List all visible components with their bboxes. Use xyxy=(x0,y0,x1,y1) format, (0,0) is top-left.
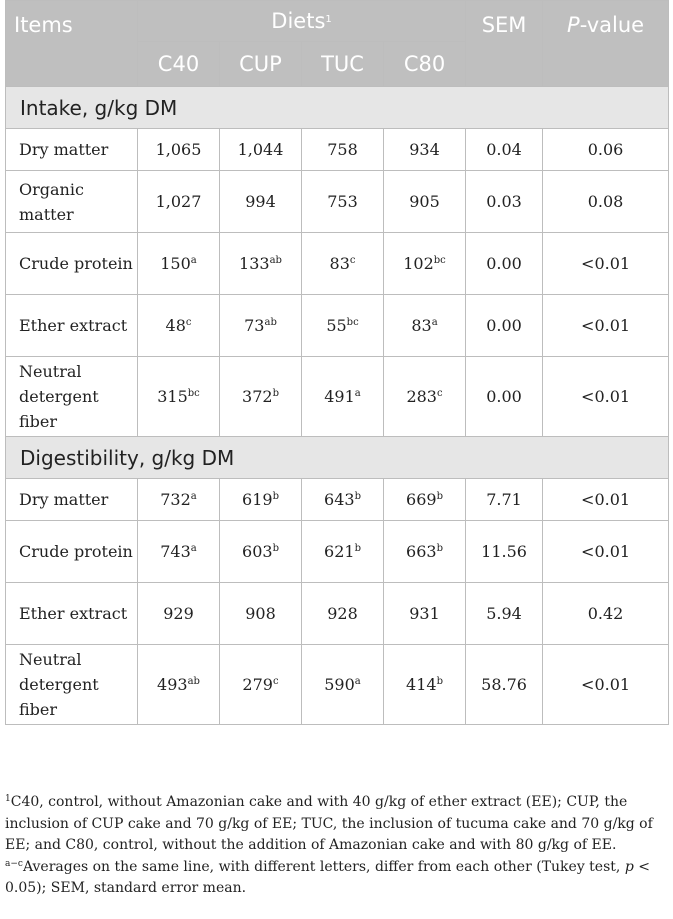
header-sem: SEM xyxy=(466,1,543,87)
table-row xyxy=(6,521,669,583)
value-cell xyxy=(220,583,302,645)
value-cell xyxy=(384,171,466,233)
cell-value: 491 xyxy=(324,387,355,406)
value-cell xyxy=(220,521,302,583)
value-cell xyxy=(220,357,302,437)
value-cell xyxy=(220,233,302,295)
header-p-value: P-value xyxy=(543,1,669,87)
significance-letters: c xyxy=(349,255,356,266)
value-cell xyxy=(384,129,466,171)
significance-letters: c xyxy=(272,676,279,687)
significance-letters: b xyxy=(354,491,361,502)
table-row xyxy=(6,645,669,725)
table-row xyxy=(6,357,669,437)
value-cell xyxy=(138,479,220,521)
sem-cell: 0.00 xyxy=(466,295,543,357)
significance-letters: b xyxy=(272,543,279,554)
value-cell xyxy=(302,233,384,295)
row-label: Ether extract xyxy=(6,295,138,357)
p-value-cell: <0.01 xyxy=(543,521,669,583)
significance-letters: b xyxy=(272,388,279,399)
row-label: Organic matter xyxy=(6,171,138,233)
significance-letters: c xyxy=(185,317,192,328)
cell-value: 732 xyxy=(160,490,191,509)
cell-value: 603 xyxy=(242,542,273,561)
header-diet-cup: CUP xyxy=(220,42,302,87)
value-cell xyxy=(384,357,466,437)
cell-value: 669 xyxy=(406,490,437,509)
cell-value: 931 xyxy=(409,604,440,623)
cell-value: 73 xyxy=(244,316,265,335)
cell-value: 315 xyxy=(157,387,188,406)
significance-letters: a xyxy=(354,676,361,687)
cell-value: 619 xyxy=(242,490,273,509)
value-cell xyxy=(138,233,220,295)
value-cell xyxy=(138,583,220,645)
p-value-cell: <0.01 xyxy=(543,295,669,357)
section-title: Intake, g/kg DM xyxy=(6,87,669,129)
value-cell xyxy=(220,295,302,357)
sem-cell: 0.04 xyxy=(466,129,543,171)
footnote-2: $^{a-c}$Averages on the same line, with different letters, differ from each other (Tukey test, p < 0.05); SEM, standard error mean. xyxy=(5,858,650,896)
cell-value: 83 xyxy=(329,254,350,273)
table-row xyxy=(6,171,669,233)
row-label: Dry matter xyxy=(6,129,138,171)
value-cell xyxy=(302,479,384,521)
cell-value: 663 xyxy=(406,542,437,561)
cell-value: 102 xyxy=(403,254,434,273)
row-label: Neutral detergent fiber xyxy=(6,357,138,437)
cell-value: 1,027 xyxy=(155,192,202,211)
cell-value: 1,044 xyxy=(237,140,284,159)
row-label: Neutral detergent fiber xyxy=(6,645,138,725)
cell-value: 758 xyxy=(327,140,358,159)
cell-value: 48 xyxy=(165,316,186,335)
value-cell xyxy=(302,295,384,357)
value-cell xyxy=(302,583,384,645)
p-value-cell: <0.01 xyxy=(543,645,669,725)
value-cell xyxy=(220,129,302,171)
value-cell xyxy=(138,521,220,583)
cell-value: 908 xyxy=(245,604,276,623)
significance-letters: b xyxy=(436,543,443,554)
section-header xyxy=(6,437,669,479)
sem-cell: 5.94 xyxy=(466,583,543,645)
significance-letters: a xyxy=(190,491,197,502)
significance-letters: a xyxy=(190,255,197,266)
value-cell xyxy=(302,171,384,233)
header-diet-c40: C40 xyxy=(138,42,220,87)
header-diet-c80: C80 xyxy=(384,42,466,87)
table-row xyxy=(6,479,669,521)
sem-cell: 7.71 xyxy=(466,479,543,521)
header-diets: Diets$^1$ xyxy=(138,1,466,42)
table-row xyxy=(6,129,669,171)
table-container xyxy=(5,0,668,725)
value-cell xyxy=(384,295,466,357)
cell-value: 372 xyxy=(242,387,273,406)
significance-letters: c xyxy=(436,388,443,399)
cell-value: 283 xyxy=(406,387,437,406)
row-label: Crude protein xyxy=(6,233,138,295)
significance-letters: ab xyxy=(187,676,200,687)
footnotes xyxy=(5,792,669,900)
value-cell xyxy=(220,171,302,233)
header-diet-tuc: TUC xyxy=(302,42,384,87)
header-items: Items xyxy=(6,1,138,87)
sem-cell: 0.00 xyxy=(466,357,543,437)
value-cell xyxy=(384,521,466,583)
section-title: Digestibility, g/kg DM xyxy=(6,437,669,479)
cell-value: 905 xyxy=(409,192,440,211)
value-cell xyxy=(384,645,466,725)
value-cell xyxy=(302,645,384,725)
row-label: Crude protein xyxy=(6,521,138,583)
cell-value: 753 xyxy=(327,192,358,211)
significance-letters: a xyxy=(431,317,438,328)
diet-table xyxy=(5,0,669,725)
table-row xyxy=(6,233,669,295)
footnote-1: $^1$C40, control, without Amazonian cake and with 40 g/kg of ether extract (EE); CUP, the inclusion of CUP cake and 70 g/kg of EE; TUC, the inclusion of tucuma cake and 70 g/kg of EE; and C80, control, without the addition of Amazonian cake and with 80 g/kg of EE. xyxy=(5,794,653,853)
cell-value: 279 xyxy=(242,675,273,694)
cell-value: 1,065 xyxy=(155,140,202,159)
cell-value: 743 xyxy=(160,542,191,561)
cell-value: 414 xyxy=(406,675,437,694)
table-body xyxy=(6,87,669,725)
value-cell xyxy=(220,479,302,521)
value-cell xyxy=(138,171,220,233)
table-row xyxy=(6,295,669,357)
p-value-cell: 0.42 xyxy=(543,583,669,645)
p-value-cell: 0.08 xyxy=(543,171,669,233)
value-cell xyxy=(138,645,220,725)
cell-value: 493 xyxy=(157,675,188,694)
cell-value: 929 xyxy=(163,604,194,623)
cell-value: 55 xyxy=(326,316,347,335)
section-header xyxy=(6,87,669,129)
cell-value: 643 xyxy=(324,490,355,509)
significance-letters: b xyxy=(436,491,443,502)
significance-letters: a xyxy=(354,388,361,399)
significance-letters: b xyxy=(272,491,279,502)
p-value-cell: <0.01 xyxy=(543,357,669,437)
cell-value: 928 xyxy=(327,604,358,623)
significance-letters: bc xyxy=(187,388,200,399)
value-cell xyxy=(220,645,302,725)
significance-letters: ab xyxy=(264,317,277,328)
significance-letters: ab xyxy=(269,255,282,266)
cell-value: 83 xyxy=(411,316,432,335)
row-label: Dry matter xyxy=(6,479,138,521)
cell-value: 150 xyxy=(160,254,191,273)
cell-value: 590 xyxy=(324,675,355,694)
significance-letters: b xyxy=(436,676,443,687)
significance-letters: bc xyxy=(433,255,446,266)
value-cell xyxy=(138,357,220,437)
sem-cell: 0.00 xyxy=(466,233,543,295)
cell-value: 934 xyxy=(409,140,440,159)
value-cell xyxy=(384,479,466,521)
value-cell xyxy=(302,357,384,437)
significance-letters: b xyxy=(354,543,361,554)
p-value-cell: <0.01 xyxy=(543,479,669,521)
table-header xyxy=(6,1,669,87)
value-cell xyxy=(384,583,466,645)
row-label: Ether extract xyxy=(6,583,138,645)
cell-value: 994 xyxy=(245,192,276,211)
cell-value: 621 xyxy=(324,542,355,561)
value-cell xyxy=(138,129,220,171)
value-cell xyxy=(302,521,384,583)
sem-cell: 11.56 xyxy=(466,521,543,583)
value-cell xyxy=(138,295,220,357)
p-value-cell: 0.06 xyxy=(543,129,669,171)
p-value-cell: <0.01 xyxy=(543,233,669,295)
table-row xyxy=(6,583,669,645)
significance-letters: a xyxy=(190,543,197,554)
value-cell xyxy=(302,129,384,171)
cell-value: 133 xyxy=(239,254,270,273)
significance-letters: bc xyxy=(346,317,359,328)
sem-cell: 58.76 xyxy=(466,645,543,725)
value-cell xyxy=(384,233,466,295)
sem-cell: 0.03 xyxy=(466,171,543,233)
